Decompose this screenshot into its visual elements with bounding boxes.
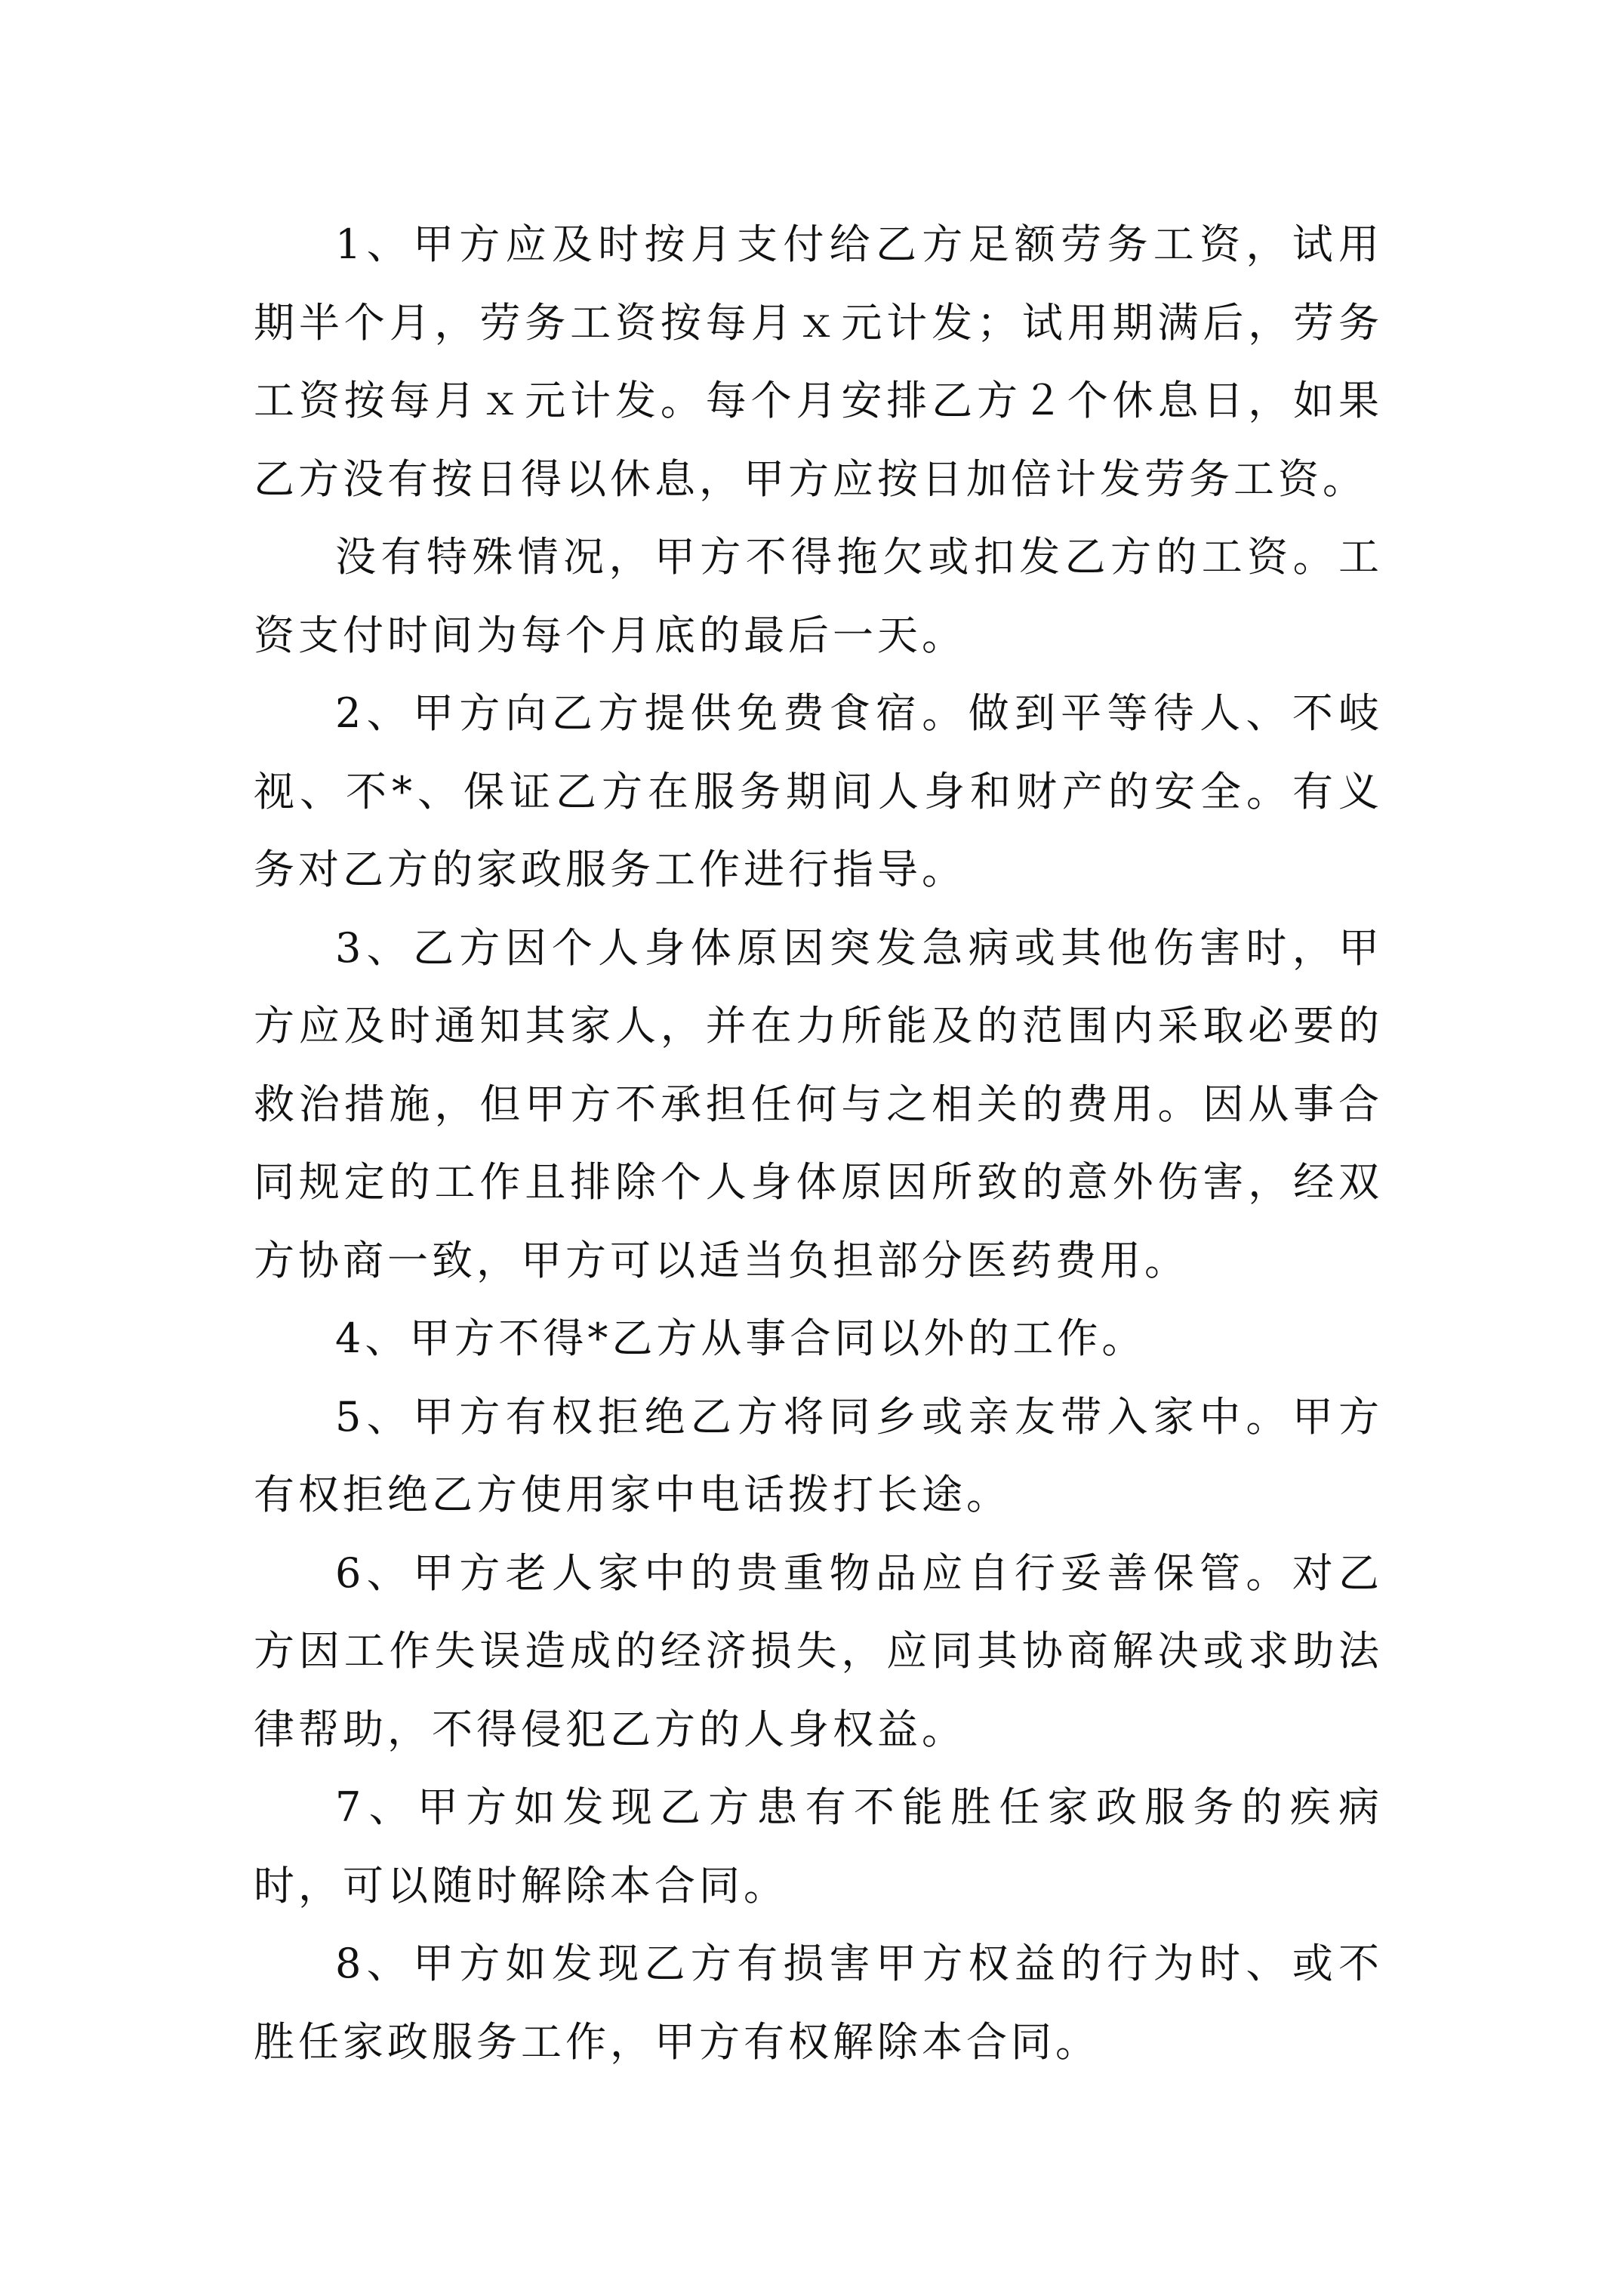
paragraph-clause-2: 2、甲方向乙方提供免费食宿。做到平等待人、不岐视、不*、保证乙方在服务期间人身和财产的安全。有义务对乙方的家政服务工作进行指导。 bbox=[254, 689, 1383, 893]
paragraph-clause-4: 4、甲方不得*乙方从事合同以外的工作。 bbox=[335, 1314, 1147, 1362]
paragraph-clause-7: 7、甲方如发现乙方患有不能胜任家政服务的疾病时，可以随时解除本合同。 bbox=[254, 1783, 1383, 1909]
paragraph-clause-8: 8、甲方如发现乙方有损害甲方权益的行为时、或不胜任家政服务工作，甲方有权解除本合同。 bbox=[254, 1940, 1383, 2066]
paragraph-clause-1-note: 没有特殊情况，甲方不得拖欠或扣发乙方的工资。工资支付时间为每个月底的最后一天。 bbox=[254, 533, 1383, 659]
paragraph-clause-6: 6、甲方老人家中的贵重物品应自行妥善保管。对乙方因工作失误造成的经济损失，应同其协商解决或求助法律帮助，不得侵犯乙方的人身权益。 bbox=[254, 1549, 1383, 1753]
paragraph-clause-5: 5、甲方有权拒绝乙方将同乡或亲友带入家中。甲方有权拒绝乙方使用家中电话拨打长途。 bbox=[254, 1392, 1383, 1518]
paragraph-clause-3: 3、乙方因个人身体原因突发急病或其他伤害时，甲方应及时通知其家人，并在力所能及的范围内采取必要的救治措施，但甲方不承担任何与之相关的费用。因从事合同规定的工作且排除个人身体原因所致的意外伤害，经双方协商一致，甲方可以适当负担部分医药费用。 bbox=[254, 923, 1383, 1284]
paragraph-clause-1: 1、甲方应及时按月支付给乙方足额劳务工资，试用期半个月，劳务工资按每月ｘ元计发；试用期满后，劳务工资按每月ｘ元计发。每个月安排乙方２个休息日，如果乙方没有按日得以休息，甲方应按日加倍计发劳务工资。 bbox=[254, 220, 1383, 503]
contract-body bbox=[254, 205, 1383, 2081]
